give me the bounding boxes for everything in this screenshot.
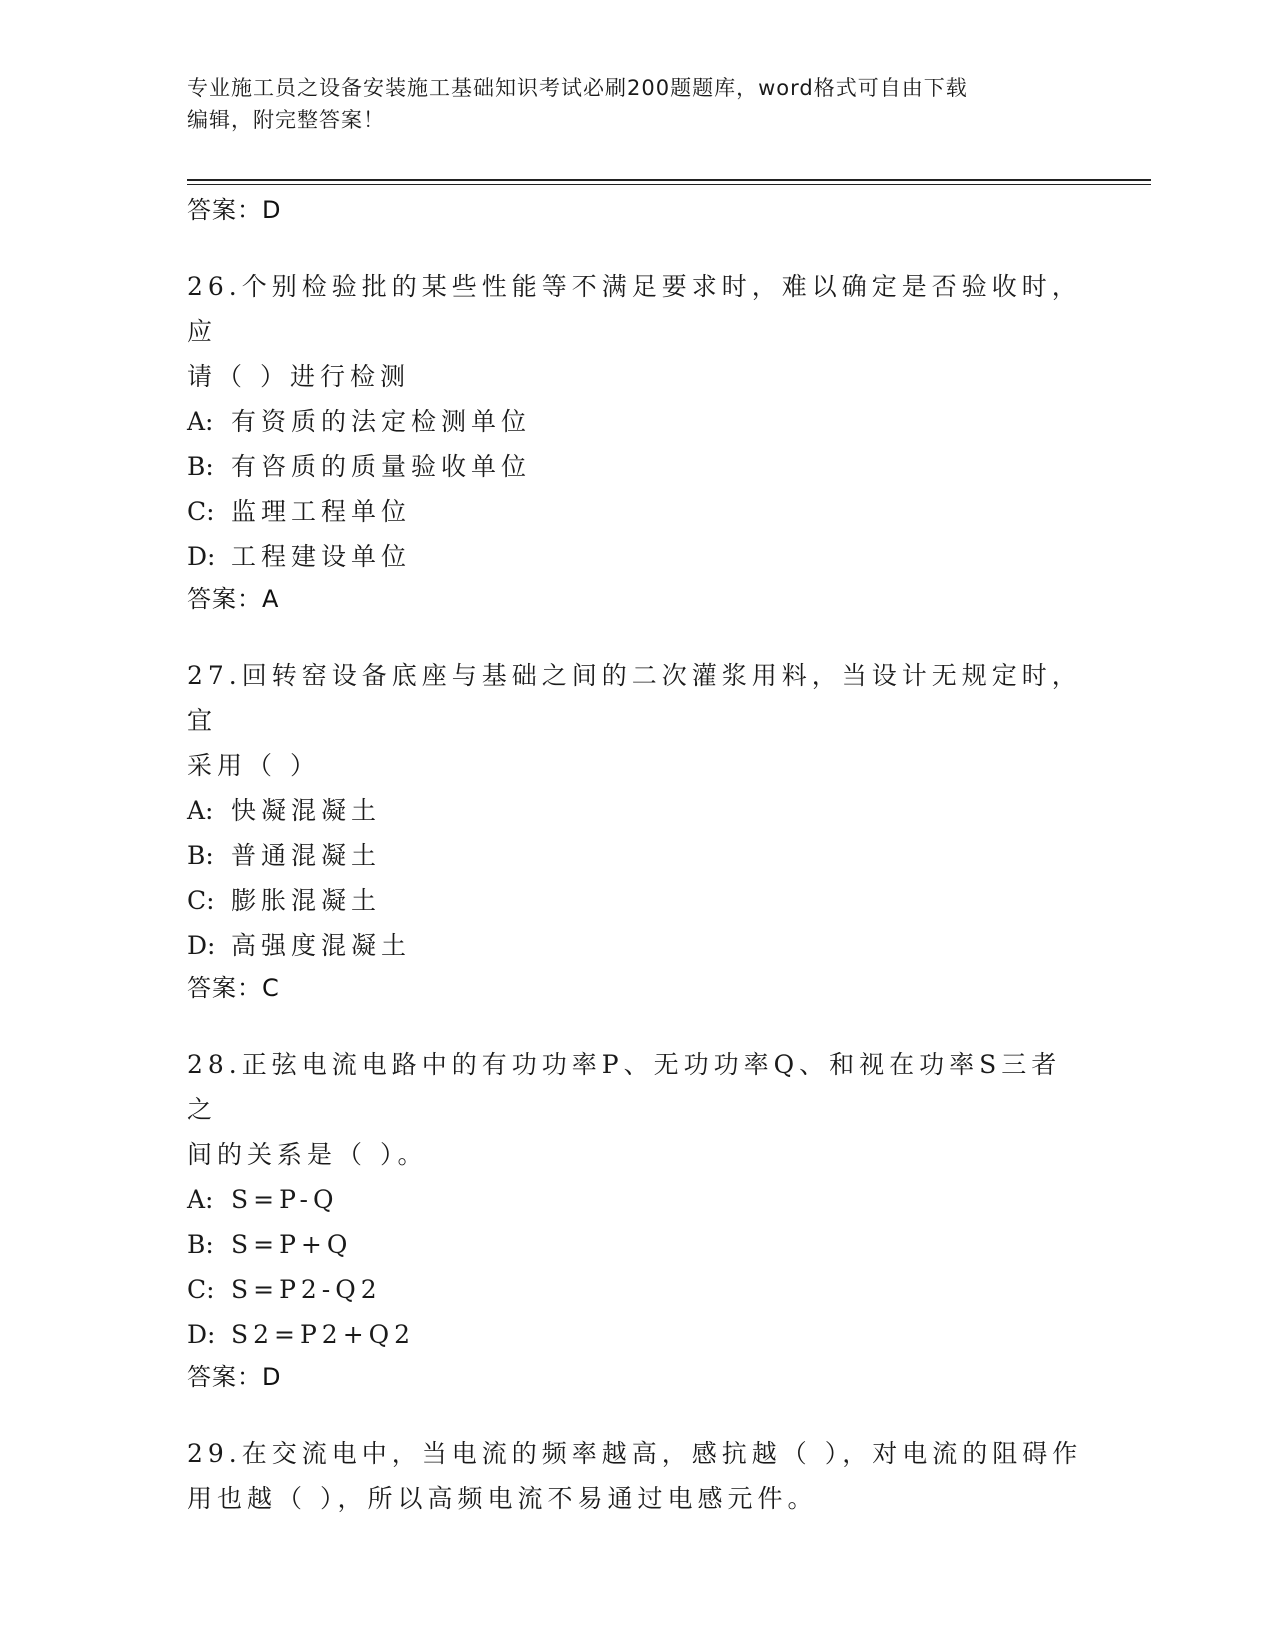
option-letter: D: <box>187 542 216 571</box>
answer-line: 答案：D <box>187 1363 282 1391</box>
document-header-note <box>187 72 1087 136</box>
question-block <box>187 653 1087 1008</box>
option-c <box>187 878 1087 923</box>
question-stem-line: 采用（ ） <box>187 751 320 780</box>
option-letter: C: <box>187 1275 215 1304</box>
question-stem-line: 请（ ）进行检测 <box>187 362 410 391</box>
option-d <box>187 1312 1087 1357</box>
question-stem <box>187 264 1087 399</box>
option-letter: A: <box>187 1185 214 1214</box>
option-text: 普通混凝土 <box>231 841 382 870</box>
header-divider-thin <box>187 184 1151 185</box>
option-text: 监理工程单位 <box>231 497 412 526</box>
option-a <box>187 788 1087 833</box>
option-text: 膨胀混凝土 <box>231 886 382 915</box>
option-d <box>187 923 1087 968</box>
question-stem-line: 27.回转窑设备底座与基础之间的二次灌浆用料，当设计无规定时，宜 <box>187 661 1082 735</box>
question-block <box>187 1431 1087 1521</box>
option-c <box>187 1267 1087 1312</box>
option-text: 高强度混凝土 <box>231 931 412 960</box>
question-stem <box>187 1431 1087 1521</box>
question-stem-line: 28.正弦电流电路中的有功功率P、无功功率Q、和视在功率S三者之 <box>187 1050 1062 1124</box>
option-c <box>187 489 1087 534</box>
option-text: S=P-Q <box>231 1185 339 1214</box>
option-letter: C: <box>187 886 215 915</box>
question-stem <box>187 653 1087 788</box>
option-b <box>187 833 1087 878</box>
option-letter: D: <box>187 1320 216 1349</box>
option-letter: D: <box>187 931 216 960</box>
header-divider-thick <box>187 179 1151 181</box>
question-stem-line: 间的关系是（ ）。 <box>187 1140 428 1169</box>
option-a <box>187 399 1087 444</box>
header-line-2: 编辑，附完整答案！ <box>187 108 385 132</box>
option-letter: C: <box>187 497 215 526</box>
question-block <box>187 1042 1087 1397</box>
question-stem-line: 26.个别检验批的某些性能等不满足要求时，难以确定是否验收时，应 <box>187 272 1082 346</box>
option-letter: B: <box>187 1230 214 1259</box>
option-text: S2=P2+Q2 <box>231 1320 416 1349</box>
answer-line: 答案：D <box>187 196 282 224</box>
question-block <box>187 264 1087 619</box>
option-text: 有资质的法定检测单位 <box>231 407 532 436</box>
answer-line: 答案：A <box>187 585 280 613</box>
option-letter: B: <box>187 452 214 481</box>
option-a <box>187 1177 1087 1222</box>
question-stem <box>187 1042 1087 1177</box>
option-text: 工程建设单位 <box>231 542 412 571</box>
answer-line: 答案：C <box>187 974 280 1002</box>
option-text: S=P+Q <box>231 1230 353 1259</box>
option-b <box>187 1222 1087 1267</box>
option-text: S=P2-Q2 <box>231 1275 382 1304</box>
option-text: 有咨质的质量验收单位 <box>231 452 532 481</box>
option-d <box>187 534 1087 579</box>
option-letter: B: <box>187 841 214 870</box>
option-b <box>187 444 1087 489</box>
option-text: 快凝混凝土 <box>231 796 382 825</box>
option-letter: A: <box>187 407 214 436</box>
header-line-1: 专业施工员之设备安装施工基础知识考试必刷200题题库，word格式可自由下载 <box>187 76 968 100</box>
question-stem-line: 29.在交流电中，当电流的频率越高，感抗越（ ），对电流的阻碍作 <box>187 1439 1083 1468</box>
question-list <box>187 190 1087 1521</box>
option-letter: A: <box>187 796 214 825</box>
question-stem-line: 用也越（ ），所以高频电流不易通过电感元件。 <box>187 1484 818 1513</box>
